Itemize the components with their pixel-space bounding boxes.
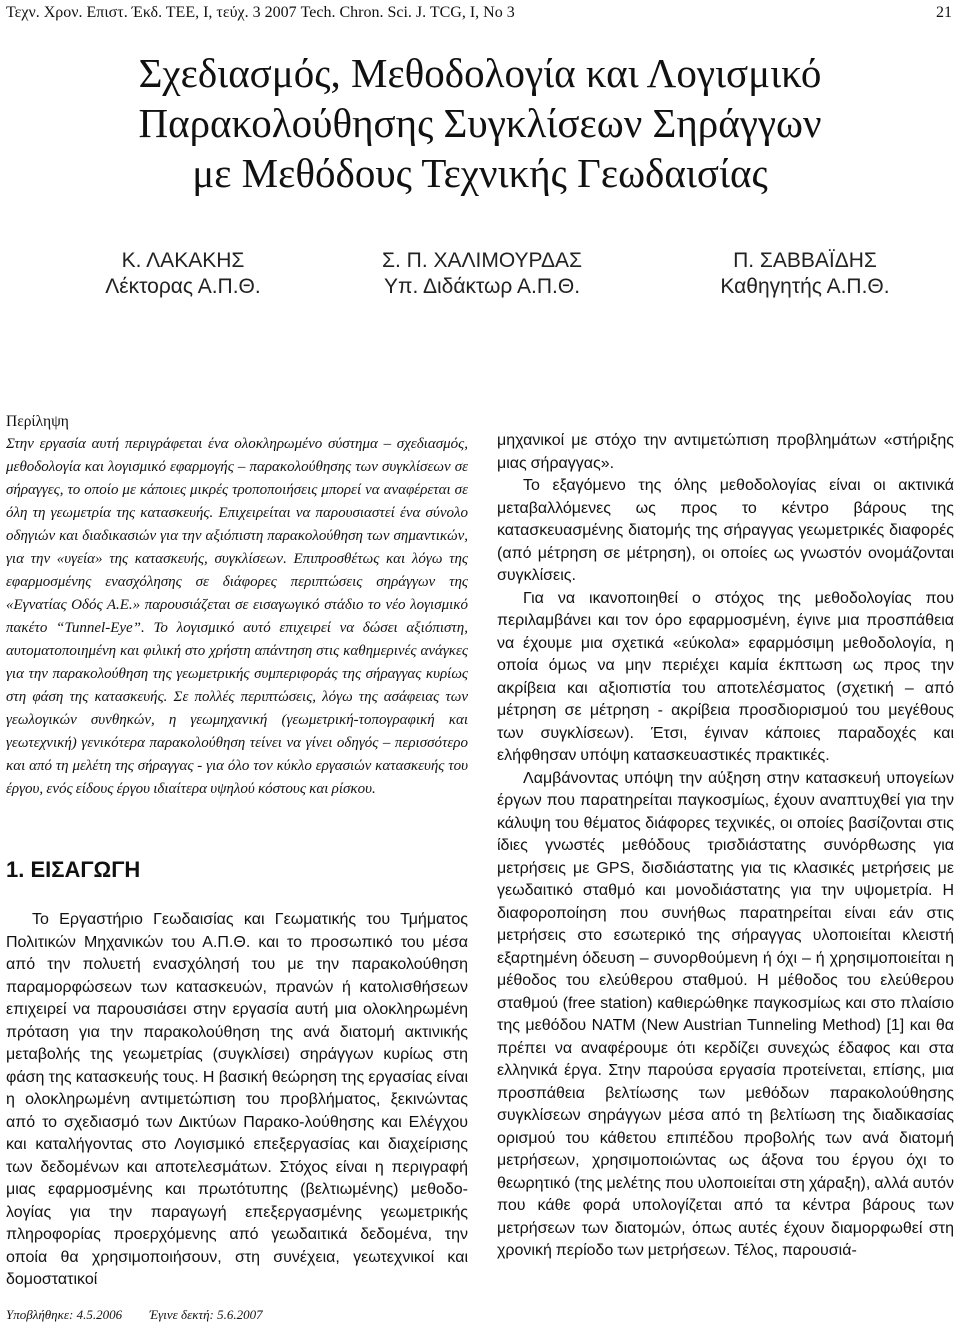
paper-title: [0, 48, 960, 198]
submission-dates: [6, 1307, 263, 1323]
section-heading: 1. ΕΙΣΑΓΩΓΗ: [6, 857, 141, 882]
intro-paragraph: [6, 909, 468, 1292]
author-role: Καθηγητής Α.Π.Θ.: [720, 275, 890, 298]
title-line-3: με Μεθόδους Τεχνικής Γεωδαισίας: [192, 150, 768, 196]
author-block: [33, 248, 333, 300]
author-name: Σ. Π. ΧΑΛΙΜΟΥΡΔΑΣ: [382, 249, 582, 272]
title-line-2: Παρακολούθησης Συγκλίσεων Σηράγγων: [138, 100, 822, 146]
page-number: 21: [936, 4, 952, 21]
author-block: [655, 248, 955, 300]
author-role: Λέκτορας Α.Π.Θ.: [105, 275, 261, 298]
abstract-text: Στην εργασία αυτή περιγράφεται ένα ολοκληρωμένο σύστημα – σχεδιασμός, μεθοδολογία και λογισμικό εφαρμογής – παρακολούθησης των συγκλίσεων σε σήραγγες, το οποίο με κάποιες μικρές τροποποιήσεις μπορεί να αναφέρεται σε όλη τη γεωμετρία της κατασκευής. Επιχειρείται να παρουσιαστεί ένα σύνολο οδηγιών και διαδικασιών για την αξιόπιστη παρακολούθηση των σημαντικών, για την «υγεία» της κατασκευής, συγκλίσεων. Επιπροσθέτως και λόγω της εφαρμοσμένης ενασχόλησης σε διάφορες περιπτώσεις σηράγγων της «Εγνατίας Οδός Α.Ε.» παρουσιάζεται σε εισαγωγικό στάδιο το νέο λογισμικό πακέτο “Tunnel-Eye”. Το λογισμικό αυτό επιχειρεί να δώσει αξιόπιστη, αυτοματοποιημένη και φιλική στο χρήστη απάντηση στις καθημερινές ανάγκες για την παρακολούθηση της γεωμετρικής συμπεριφοράς της σήραγγας κυρίως στη φάση της κατασκευής. Σε πολλές περιπτώσεις, λόγω της ασάφειας των γεωλογικών συνθηκών, η γεωμηχανική (γεωμετρική-τοπογραφική και γεωτεχνική) γενικότερα παρακολούθηση τείνει να γίνει οδηγός – περισσότερο και από τη μελέτη της σήραγγας - για όλο τον κύκλο εργασιών κατασκευής του έργου, ενός είδους έργου ιδιαίτερα υψηλού κόστους και ρίσκου.: [6, 436, 468, 797]
submitted-date: Υποβλήθηκε: 4.5.2006: [6, 1307, 123, 1322]
body-paragraph: Το εξαγόμενο της όλης μεθοδολογίας είναι οι ακτινικά μεταβαλλόμενες ως προς το κέντρο βάρους της κατασκευασμένης διατομής της σήραγγας γεωμετρικές διαφορές (από μέτρηση σε μέτρηση), οι οποίες ως γνωστόν ονομάζονται συγκλίσεις.: [497, 477, 954, 584]
author-block: [332, 248, 632, 300]
author-name: Κ. ΛΑΚΑΚΗΣ: [121, 249, 245, 272]
author-role: Υπ. Διδάκτωρ Α.Π.Θ.: [383, 275, 581, 298]
running-header: Τεχν. Χρον. Επιστ. Έκδ. ΤΕΕ, Ι, τεύχ. 3 2007 Tech. Chron. Sci. J. TCG, I, No 3: [6, 4, 515, 21]
title-line-1: Σχεδιασμός, Μεθοδολογία και Λογισμικό: [138, 50, 822, 96]
abstract-label: Περίληψη: [6, 413, 69, 430]
author-name: Π. ΣΑΒΒΑΪΔΗΣ: [733, 249, 877, 272]
intro-text: Το Εργαστήριο Γεωδαισίας και Γεωματικής του Τμήματος Πολιτικών Μηχανικών του Α.Π.Θ. και το προσωπικό του μέσα από την πολυετή ενασχόλησή του με την παρακολούθηση παραμορφώσεων των κατασκευών, πρανών ή κατολισθήσεων επιχειρεί να παρουσιάσει στην εργασία αυτή μια ολοκληρωμένη πρόταση για την παρακολούθηση της ανά διατομή ακτινικής μεταβολής της γεωμετρίας (συγκλίσει) σηράγγων κυρίως στη φάση της κατασκευής τους. Η βασική θεώρηση της εργασίας είναι η ολοκληρωμένη αντιμετώπιση του προβλήματος, ξεκινώντας από το σχεδιασμό των Δικτύων Παρακο-λούθησης και Ελέγχου και καταλήγοντας στο Λογισμικό επεξεργασίας και διαχείρισης των δεδομένων και αποτελεσμάτων. Στόχος είναι η περιγραφή μιας εφαρμοσμένης και πρωτότυπης (βελτιωμένης) μεθοδο-λογίας για την παραγωγή επεξεργασμένης γεωμετρικής πληροφορίας προερχόμενης από γεωδαιτικά δεδομένα, την οποία θα χρησιμοποιήσουν, στη συνέχεια, γεωτεχνικοί και δομοστατικοί: [6, 911, 468, 1288]
body-paragraph: Για να ικανοποιηθεί ο στόχος της μεθοδολογίας που περιλαμβάνει και τον όρο εφαρμοσμένη, έγινε μια προσπάθεια να έχουμε μια σχετικά «εύκολα» εφαρμόσιμη μεθοδολογία, η οποία όμως να μην περιέχει καμία έκπτωση ως προς την ακρίβεια και αξιοπιστία του αποτελέσματος (σχετική – από μέτρηση σε μέτρηση - ακρίβεια προσδιορισμού του μεγέθους των συγκλίσεων). Έτσι, έγιναν κάποιες παραδοχές και ελήφθησαν υπόψη κατασκευαστικές πρακτικές.: [497, 589, 954, 764]
right-column: [497, 430, 954, 1263]
body-paragraph: μηχανικοί με στόχο την αντιμετώπιση προβλημάτων «στήριξης μιας σήραγγας».: [497, 432, 954, 472]
accepted-date: Έγινε δεκτή: 5.6.2007: [149, 1307, 263, 1322]
body-paragraph: Λαμβάνοντας υπόψη την αύξηση στην κατασκευή υπογείων έργων που παρατηρείται παγκοσμίως, έχουν αναπτυχθεί για την κάλυψη του θέματος διάφορες τεχνικές, οι οποίες βασίζονται στις ίδιες γνωστές μεθόδους τρισδιάστατης συνόρθωσης για μετρήσεις με GPS, δισδιάστατης για τις κλασικές μετρήσεις με γεωδαιτικό σταθμό και μονοδιάστατης για την υψομετρία. Η διαφοροποίηση που συνήθως παρατηρείται είναι εάν στις μετρήσεις στο εσωτερικό της σήραγγας υλοποιείται κλειστή εξαρτημένη όδευση – συνορθούμενη ή όχι – ή χρησιμοποιείται η μέθοδος του ελεύθερου σταθμού. Η μέθοδος του ελεύθερου σταθμού (free station) καθιερώθηκε παγκοσμίως και στο πλαίσιο της μεθόδου NATM (New Austrian Tunneling Method) [1] και θα πρέπει να αναφέρουμε ότι κερδίζει συνεχώς έδαφος και στα ελληνικά έργα. Στην παρούσα εργασία προτείνεται, επίσης, μια προσπάθεια βελτίωσης των μεθόδων παρακολούθησης συγκλίσεων σηράγγων μέσα από τη βελτίωση της διαδικασίας ορισμού του κάθετου επιπέδου προβολής των ανά διατομή μετρήσεων, χρησιμοποιώντας ως άξονα του έργου όχι το θεωρητικό (της μελέτης που υλοποιείται στη χάραξη), αλλά αυτόν που κάθε φορά υπολογίζεται από τα κέντρα βάρους των μετρήσεων των διατομών, όπως αυτές έχουν διαμορφωθεί στη χρονική περίοδο των μετρήσεων. Τέλος, παρουσιά-: [497, 769, 954, 1259]
abstract: [6, 410, 468, 801]
